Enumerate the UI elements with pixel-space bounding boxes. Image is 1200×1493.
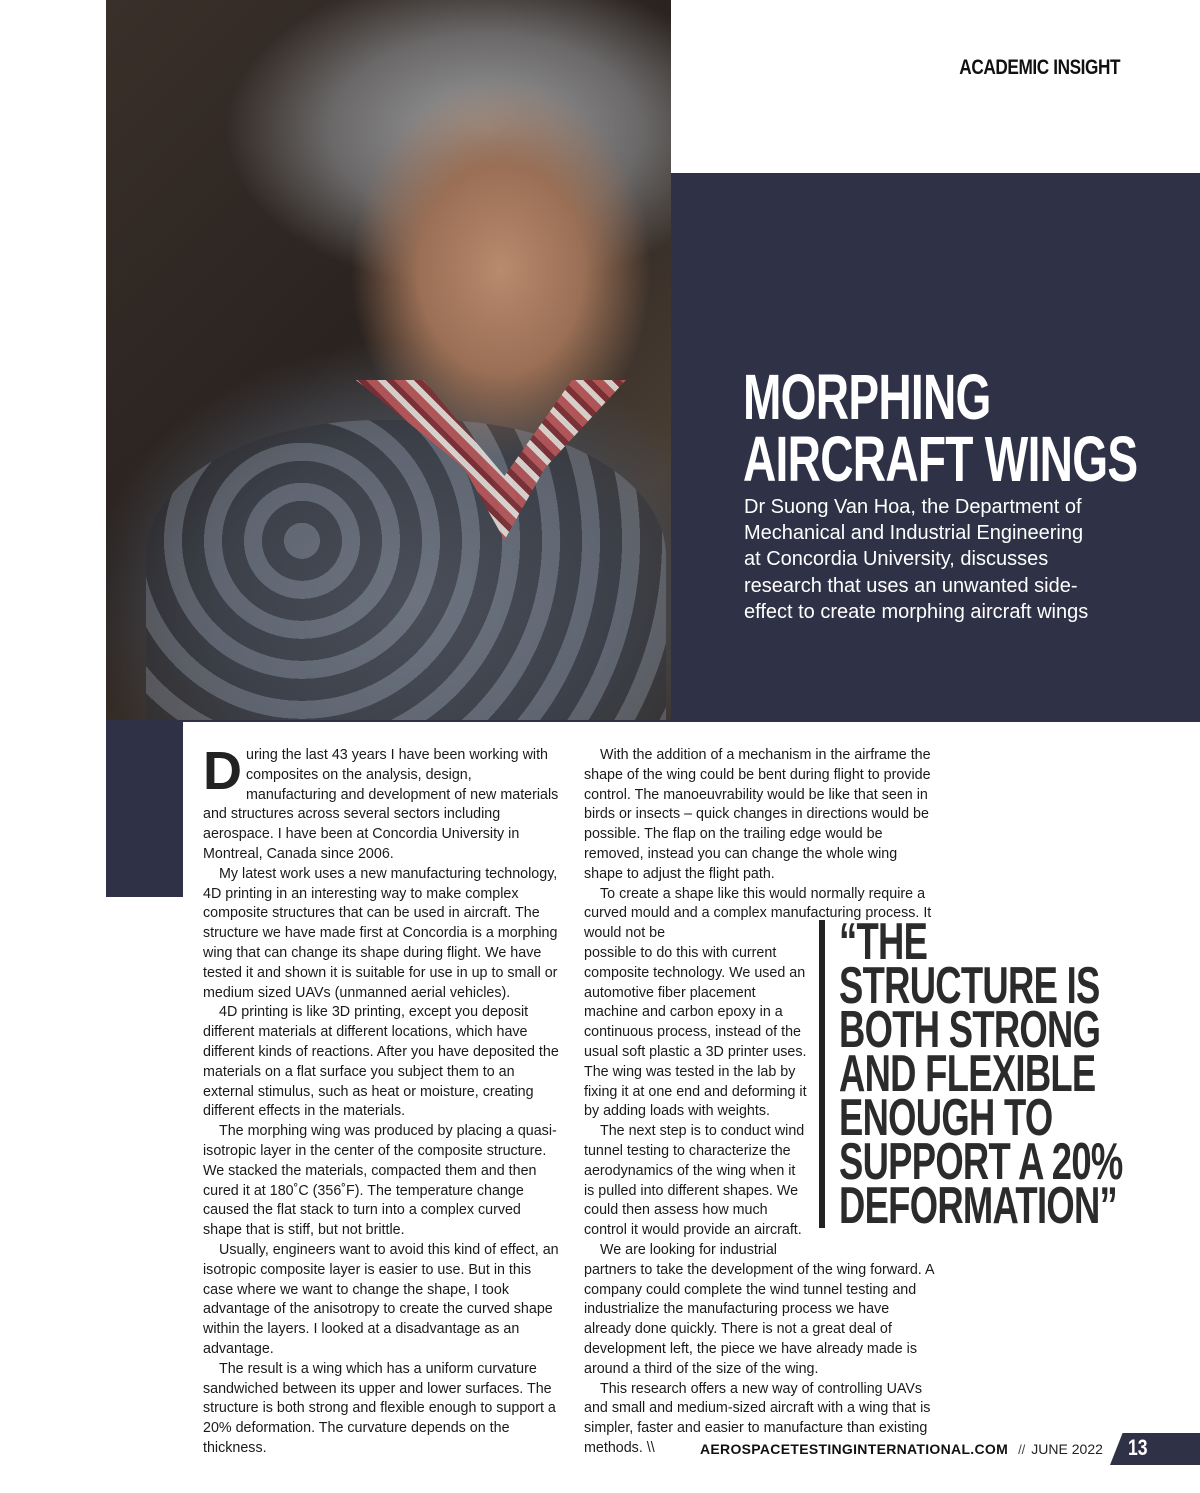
page-footer xyxy=(700,1433,1103,1465)
page-number-tab xyxy=(1110,1433,1200,1465)
paragraph: The morphing wing was produced by placing a quasi-isotropic layer in the center of the composite structure. We stacked the materials, compacted them and then cured it at 180˚C (356˚F). The temperature change caused the flat stack to turn into a complex curved shape that is stiff, but not brittle. xyxy=(203,1123,557,1239)
drop-cap: D xyxy=(203,741,242,801)
article-headline xyxy=(743,361,1138,495)
footer-date: JUNE 2022 xyxy=(1031,1441,1103,1457)
paragraph: 4D printing is like 3D printing, except you deposit different materials at different locations, which have different kinds of reactions. After you have deposited the materials on a flat surface you subject them to an external stimulus, such as heat or moisture, creating different effects in the materials. xyxy=(203,1004,559,1120)
footer-website: AEROSPACETESTINGINTERNATIONAL.COM xyxy=(700,1441,1009,1457)
paragraph: My latest work uses a new manufacturing technology, 4D printing in an interesting way to make complex composite structures that can be used in aircraft. The structure we have made first at Concordia is a morphing wing that can change its shape during flight. We have tested it and shown it is suitable for use in up to small or medium sized UAVs (unmanned aerial vehicles). xyxy=(203,865,558,1001)
paragraph: The next step is to conduct wind tunnel testing to characterize the aerodynamics of the wing when it is pulled into different shapes. We could then assess how much control it would provide an aircraft. xyxy=(584,1123,805,1239)
paragraph: We are looking for industrial xyxy=(600,1241,777,1258)
pull-quote xyxy=(819,913,1159,1235)
paragraph: To create a shape like this would normally require a curved mould and a complex manufacturing process. It would not be xyxy=(584,885,932,942)
footer-separator: // xyxy=(1018,1441,1026,1457)
section-label: ACADEMIC INSIGHT xyxy=(959,56,1120,79)
paragraph: possible to do this with current composite technology. We used an automotive fiber placement machine and carbon epoxy in a continuous process, instead of the usual soft plastic a 3D printer uses. The wing was tested in the lab by fixing it at one end and deforming it by adding loads with weights. xyxy=(584,944,807,1120)
headline-line-2: AIRCRAFT WINGS xyxy=(743,423,1138,495)
article-column-1 xyxy=(203,741,559,1459)
paragraph: The result is a wing which has a uniform curvature sandwiched between its upper and lower surfaces. The structure is both strong and flexible enough to support a 20% deformation. The curvature depends on the thickness. xyxy=(203,1360,556,1456)
headline-line-1: MORPHING xyxy=(743,361,991,433)
paragraph: This research offers a new way of controlling UAVs and small and medium-sized aircraft with a wing that is simpler, faster and easier to manufacture than existing methods. \\ xyxy=(584,1380,931,1456)
paragraph: partners to take the development of the wing forward. A company could complete the wind tunnel testing and industrialize the manufacturing process we have already done quickly. There is not a great deal of development left, the piece we have already made is around a third of the size of the wing. xyxy=(584,1261,934,1377)
pull-quote-text: “THE STRUCTURE IS BOTH STRONG AND FLEXIBLE ENOUGH TO SUPPORT A 20% DEFORMATION” xyxy=(839,913,1123,1235)
paragraph: During the last 43 years I have been working with composites on the analysis, design, manufacturing and development of new materials and structures across several sectors including aerospace. I have been at Concordia University in Montreal, Canada since 2006. xyxy=(203,741,559,862)
sweater-pattern xyxy=(146,420,666,722)
portrait-photo xyxy=(106,0,671,722)
narrow-text-block xyxy=(584,944,809,1261)
standfirst: Dr Suong Van Hoa, the Department of Mechanical and Industrial Engineering at Concordia University, discusses research that uses an unwanted side-effect to create morphing aircraft wings xyxy=(744,496,1089,623)
paragraph: With the addition of a mechanism in the airframe the shape of the wing could be bent during flight to provide control. The manoeuvrability would be like that seen in birds or insects – quick changes in directions would be possible. The flap on the trailing edge would be removed, instead you can change the whole wing shape to adjust the flight path. xyxy=(584,747,931,882)
page-number: 13 xyxy=(1128,1435,1148,1460)
paragraph: Usually, engineers want to avoid this kind of effect, an isotropic composite layer is easier to use. But in this case where we want to change the shape, I took advantage of the anisotropy to create the curved shape within the layers. I looked at a disadvantage as an advantage. xyxy=(203,1241,559,1357)
